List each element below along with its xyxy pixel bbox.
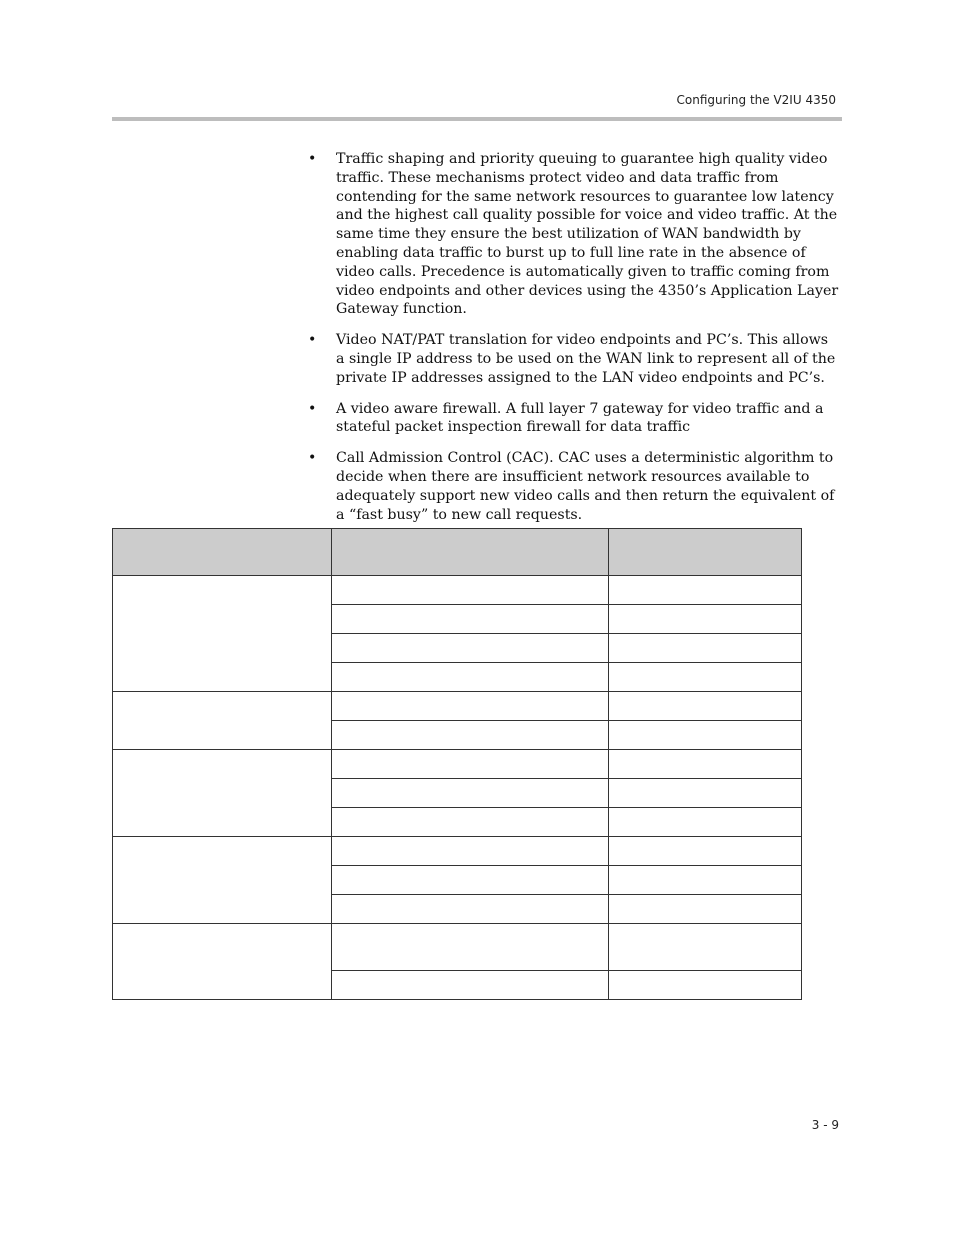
table-cell — [332, 663, 609, 692]
table-cell — [609, 750, 802, 779]
table-header-cell — [332, 529, 609, 576]
bullet-item — [308, 449, 840, 524]
table-cell — [332, 971, 609, 1000]
group-label-cell — [113, 576, 332, 692]
bullet-item — [308, 150, 840, 319]
table-cell — [332, 779, 609, 808]
page-header-title: Configuring the V2IU 4350 — [676, 93, 836, 107]
table-cell — [609, 605, 802, 634]
bullet-icon: • — [308, 400, 317, 417]
table-row — [113, 750, 802, 779]
bullet-item — [308, 400, 840, 438]
table-cell — [332, 692, 609, 721]
table-cell — [332, 634, 609, 663]
table-header-cell — [609, 529, 802, 576]
table-cell — [332, 605, 609, 634]
bullet-text: Call Admission Control (CAC). CAC uses a deterministic algorithm to decide when there are insufficient network resources available to adequately support new video calls and then return the equivalent of a “fast busy” to new call requests. — [336, 450, 835, 523]
table-cell — [332, 866, 609, 895]
table-row — [113, 692, 802, 721]
table-cell — [332, 721, 609, 750]
table-cell — [332, 808, 609, 837]
table-cell — [609, 866, 802, 895]
table-cell — [609, 895, 802, 924]
table-cell — [609, 576, 802, 605]
feature-bullet-list — [308, 150, 840, 536]
table-cell — [609, 721, 802, 750]
group-label-cell — [113, 692, 332, 750]
feature-table — [112, 528, 802, 1000]
table-row — [113, 576, 802, 605]
table-cell — [609, 634, 802, 663]
group-label-cell — [113, 750, 332, 837]
table-header-row — [113, 529, 802, 576]
table-row — [113, 837, 802, 866]
table-cell — [609, 837, 802, 866]
bullet-icon: • — [308, 151, 317, 167]
table-cell — [609, 924, 802, 971]
table-header-cell — [113, 529, 332, 576]
bullet-text: A video aware firewall. A full layer 7 gateway for video traffic and a stateful packet inspection firewall for data traffic — [336, 400, 824, 436]
group-label-cell — [113, 924, 332, 1000]
bullet-text: Traffic shaping and priority queuing to guarantee high quality video traffic. These mechanisms protect video and data traffic from contending for the same network resources to guarantee low latency and the highest call quality possible for voice and video traffic. At the same time they ensure the best utilization of WAN bandwidth by enabling data traffic to burst up to full line rate in the absence of video calls. Precedence is automatically given to traffic coming from video endpoints and other devices using the 4350’s Application Layer Gateway function. — [336, 151, 839, 318]
bullet-text: Video NAT/PAT translation for video endpoints and PC’s. This allows a single IP address to be used on the WAN link to represent all of the private IP addresses assigned to the LAN video endpoints and PC’s. — [336, 332, 836, 386]
page-number: 3 - 9 — [811, 1118, 839, 1132]
table-cell — [609, 971, 802, 1000]
table-cell — [609, 779, 802, 808]
bullet-icon: • — [308, 450, 317, 467]
table-cell — [332, 750, 609, 779]
table-cell — [609, 663, 802, 692]
table-cell — [332, 837, 609, 866]
table-cell — [332, 576, 609, 605]
header-rule — [112, 117, 842, 121]
bullet-item — [308, 331, 840, 387]
table-row — [113, 924, 802, 971]
table-cell — [332, 895, 609, 924]
table-cell — [332, 924, 609, 971]
table-cell — [609, 808, 802, 837]
table-cell — [609, 692, 802, 721]
bullet-icon: • — [308, 332, 317, 349]
group-label-cell — [113, 837, 332, 924]
